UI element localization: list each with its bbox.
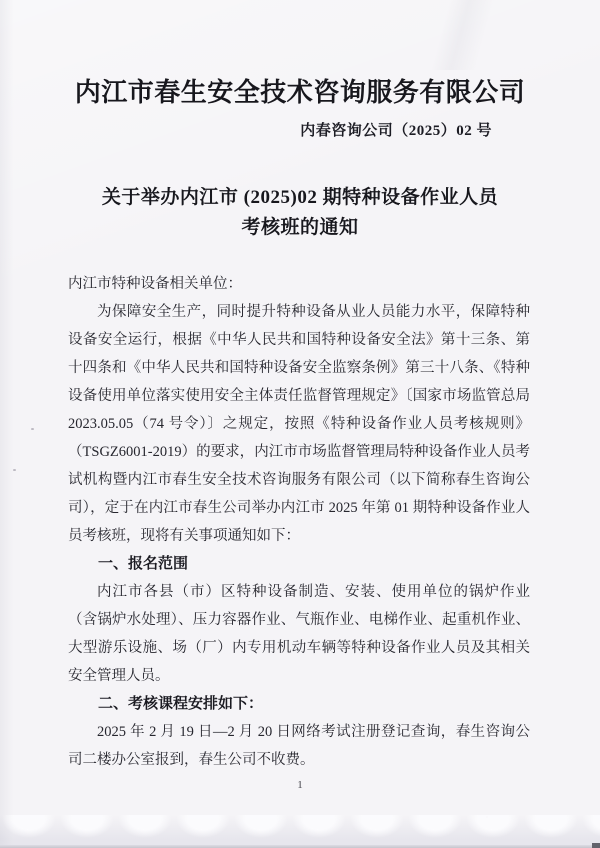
- doc-number: 内春咨询公司（2025）02 号: [300, 123, 492, 139]
- scan-speck: [13, 469, 16, 471]
- page-number: 1: [297, 779, 303, 791]
- intro-paragraph: 为保障安全生产，同时提升特种设备从业人员能力水平，保障特种设备安全运行，根据《中华人民共和国特种设备安全法》第十三条、第十四条和《中华人民共和国特种设备安全监察条例》第三十八条、《特种设备使用单位落实使用安全主体责任监督管理规定》〔国家市场监管总局 2023.05.05（74 号令）〕之规定，按照《特种设备作业人员考核规则》（TSGZ6001-2019）的要求，内江市市场监督管理局特种设备作业人员考试机构暨内江市春生安全技术咨询服务有限公司（以下简称春生咨询公司），定于在内江市春生公司举办内江市 2025 年第 01 期特种设备作业人员考核班，现将有关事项通知如下：: [68, 304, 530, 544]
- salutation: 内江市特种设备相关单位：: [68, 276, 242, 292]
- scan-bottom-shadow: [0, 815, 600, 845]
- section-1-body: 内江市各县（市）区特种设备制造、安装、使用单位的锅炉作业（含锅炉水处理）、压力容器作业、气瓶作业、电梯作业、起重机作业、大型游乐设施、场（厂）内专用机动车辆等特种设备作业人员及其相关安全管理人员。: [68, 584, 530, 684]
- notice-title-line-2: 考核班的通知: [241, 217, 359, 238]
- notice-body: [68, 270, 530, 774]
- scan-left-edge-shadow: [0, 0, 16, 848]
- scan-corner-mark: [592, 843, 600, 848]
- section-1-heading: 一、报名范围: [98, 555, 189, 572]
- section-2-body: 2025 年 2 月 19 日—2 月 20 日网络考试注册登记查询，春生咨询公司二楼办公室报到，春生公司不收费。: [68, 724, 530, 768]
- notice-title-line-1: 关于举办内江市 (2025)02 期特种设备作业人员: [101, 187, 499, 208]
- section-2-heading: 二、考核课程安排如下：: [98, 695, 264, 712]
- scan-corner-crease: [340, 0, 570, 70]
- company-name: 内江市春生安全技术咨询服务有限公司: [74, 78, 526, 107]
- scan-speck: [31, 428, 34, 430]
- scan-speck: [486, 816, 488, 818]
- notice-title: [0, 183, 600, 243]
